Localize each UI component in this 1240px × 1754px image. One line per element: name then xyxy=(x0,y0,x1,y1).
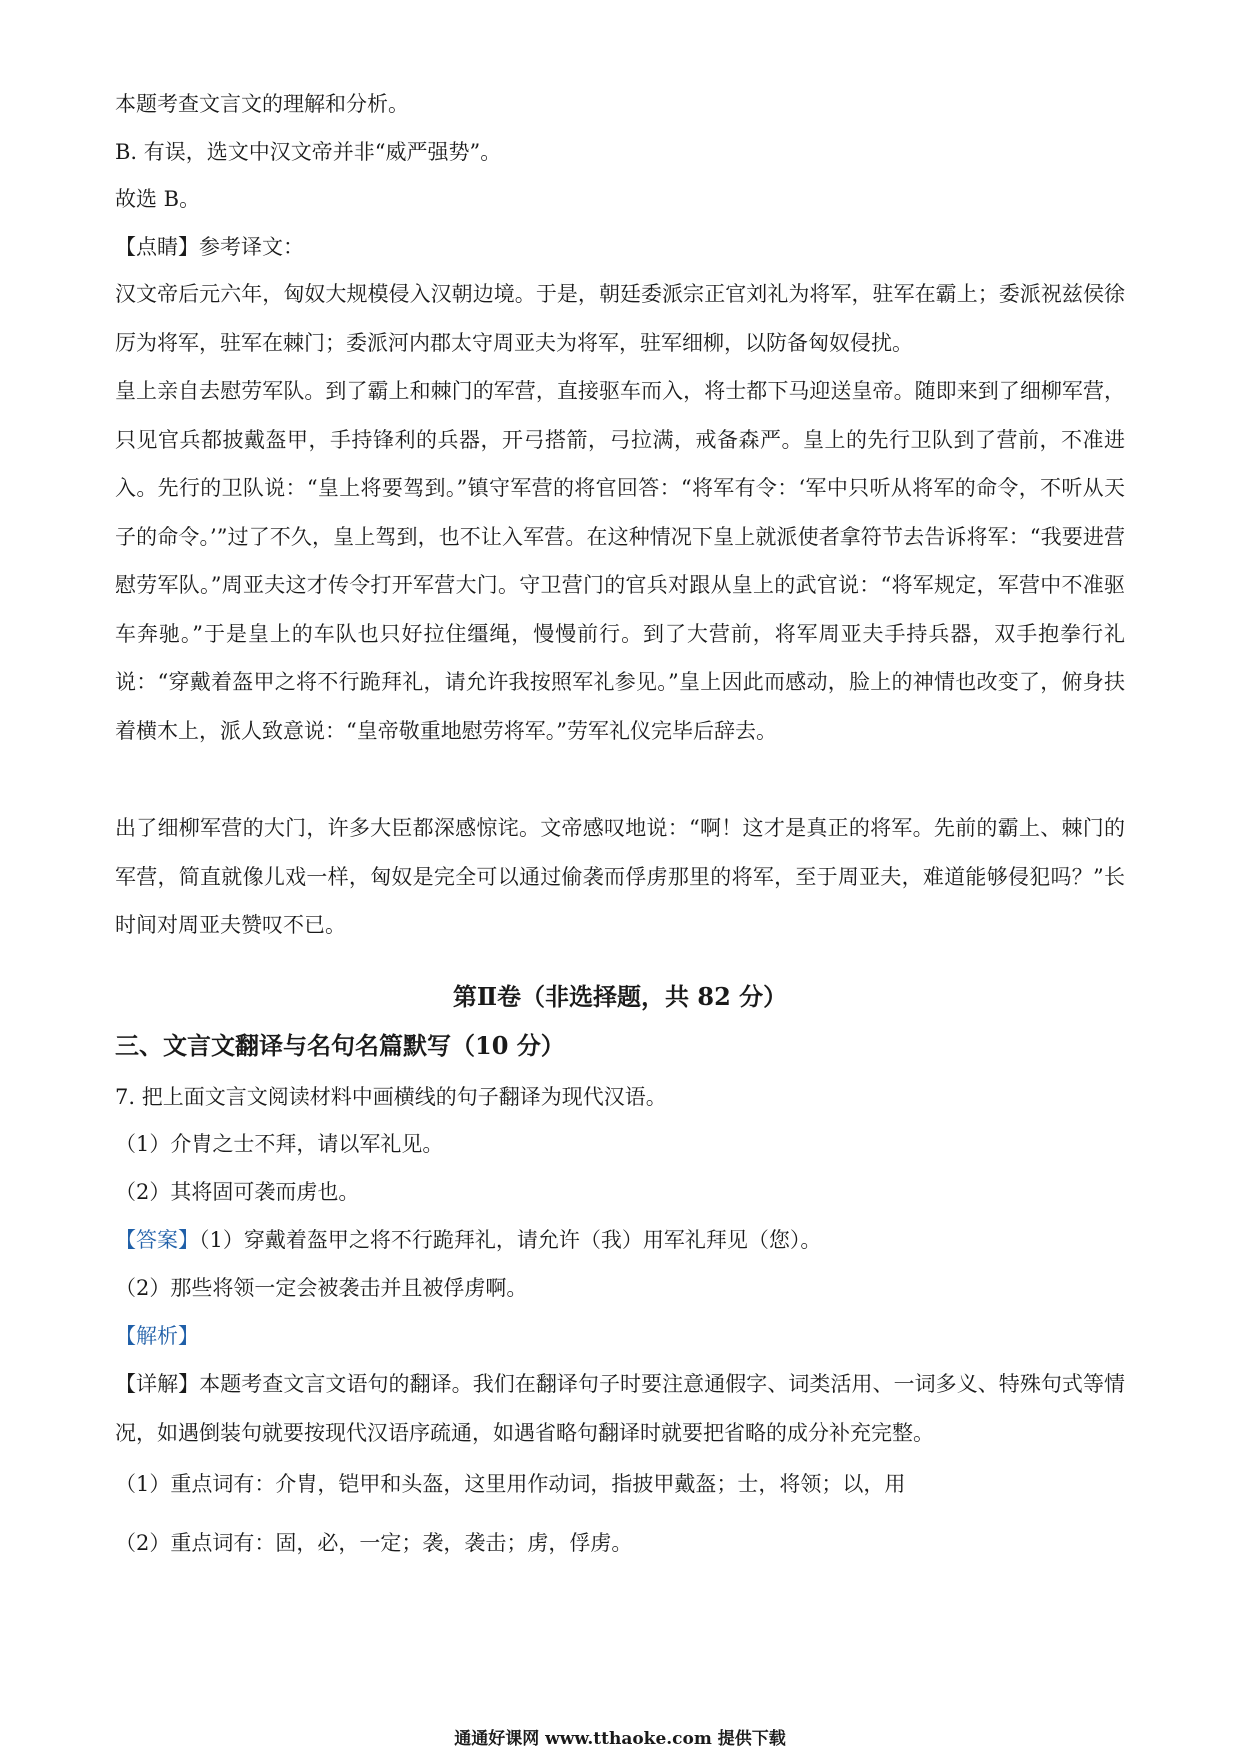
translation-paragraph-1: 汉文帝后元六年，匈奴大规模侵入汉朝边境。于是，朝廷委派宗正官刘礼为将军，驻军在霸上；委派祝兹侯徐厉为将军，驻军在棘门；委派河内郡太守周亚夫为将军，驻军细柳，以防备匈奴侵扰。 xyxy=(115,282,1125,355)
analysis-tag: 【解析】 xyxy=(115,1324,199,1348)
explanation-conclusion: 故选 B。 xyxy=(115,187,201,211)
question-7-item-1: （1）介胄之士不拜，请以军礼见。 xyxy=(115,1132,444,1156)
answer-1-text: （1）穿戴着盔甲之将不行跪拜礼，请允许（我）用军礼拜见（您）。 xyxy=(199,1228,822,1252)
translation-title: 【点睛】参考译文： xyxy=(115,235,304,259)
explanation-intro: 本题考查文言文的理解和分析。 xyxy=(115,92,409,116)
question-7-item-2: （2）其将固可袭而虏也。 xyxy=(115,1180,360,1204)
answer-tag: 【答案】 xyxy=(115,1228,199,1252)
answer-line-1 xyxy=(115,1226,1125,1254)
detail-paragraph: 【详解】本题考查文言文语句的翻译。我们在翻译句子时要注意通假字、词类活用、一词多义、特殊句式等情况，如遇倒装句就要按现代汉语序疏通，如遇省略句翻译时就要把省略的成分补充完整。 xyxy=(115,1372,1125,1445)
part-two-heading: 第Ⅱ卷（非选择题，共 82 分） xyxy=(452,982,788,1011)
translation-paragraph-2: 皇上亲自去慰劳军队。到了霸上和棘门的军营，直接驱车而入，将士都下马迎送皇帝。随即来到了细柳军营，只见官兵都披戴盔甲，手持锋利的兵器，开弓搭箭，弓拉满，戒备森严。皇上的先行卫队到了营前，不准进入。先行的卫队说：“皇上将要驾到。”镇守军营的将官回答：“将军有令：‘军中只听从将军的命令，不听从天子的命令。’”过了不久，皇上驾到，也不让入军营。在这种情况下皇上就派使者拿符节去告诉将军：“我要进营慰劳军队。”周亚夫这才传令打开军营大门。守卫营门的官兵对跟从皇上的武官说：“将军规定，军营中不准驱车奔驰。”于是皇上的车队也只好拉住缰绳，慢慢前行。到了大营前，将军周亚夫手持兵器，双手抱拳行礼说：“穿戴着盔甲之将不行跪拜礼，请允许我按照军礼参见。”皇上因此而感动，脸上的神情也改变了，俯身扶着横木上，派人致意说：“皇帝敬重地慰劳将军。”劳军礼仪完毕后辞去。 xyxy=(115,379,1125,743)
key-words-2: （2）重点词有：固，必，一定；袭，袭击；虏，俘虏。 xyxy=(115,1531,633,1555)
explanation-option-b: B. 有误，选文中汉文帝并非“威严强势”。 xyxy=(115,140,502,164)
key-words-1: （1）重点词有：介胄，铠甲和头盔，这里用作动词，指披甲戴盔；士，将领；以，用 xyxy=(115,1472,906,1496)
answer-line-2: （2）那些将领一定会被袭击并且被俘虏啊。 xyxy=(115,1276,528,1300)
section-three-heading: 三、文言文翻译与名句名篇默写（10 分） xyxy=(115,1031,565,1060)
translation-paragraph-3: 出了细柳军营的大门，许多大臣都深感惊诧。文帝感叹地说：“啊！这才是真正的将军。先前的霸上、棘门的军营，简直就像儿戏一样，匈奴是完全可以通过偷袭而俘虏那里的将军，至于周亚夫，难道能够侵犯吗？”长时间对周亚夫赞叹不已。 xyxy=(115,816,1125,937)
page-footer: 通通好课网 www.tthaoke.com 提供下载 xyxy=(454,1729,786,1749)
question-7-prompt: 7. 把上面文言文阅读材料中画横线的句子翻译为现代汉语。 xyxy=(115,1085,667,1109)
